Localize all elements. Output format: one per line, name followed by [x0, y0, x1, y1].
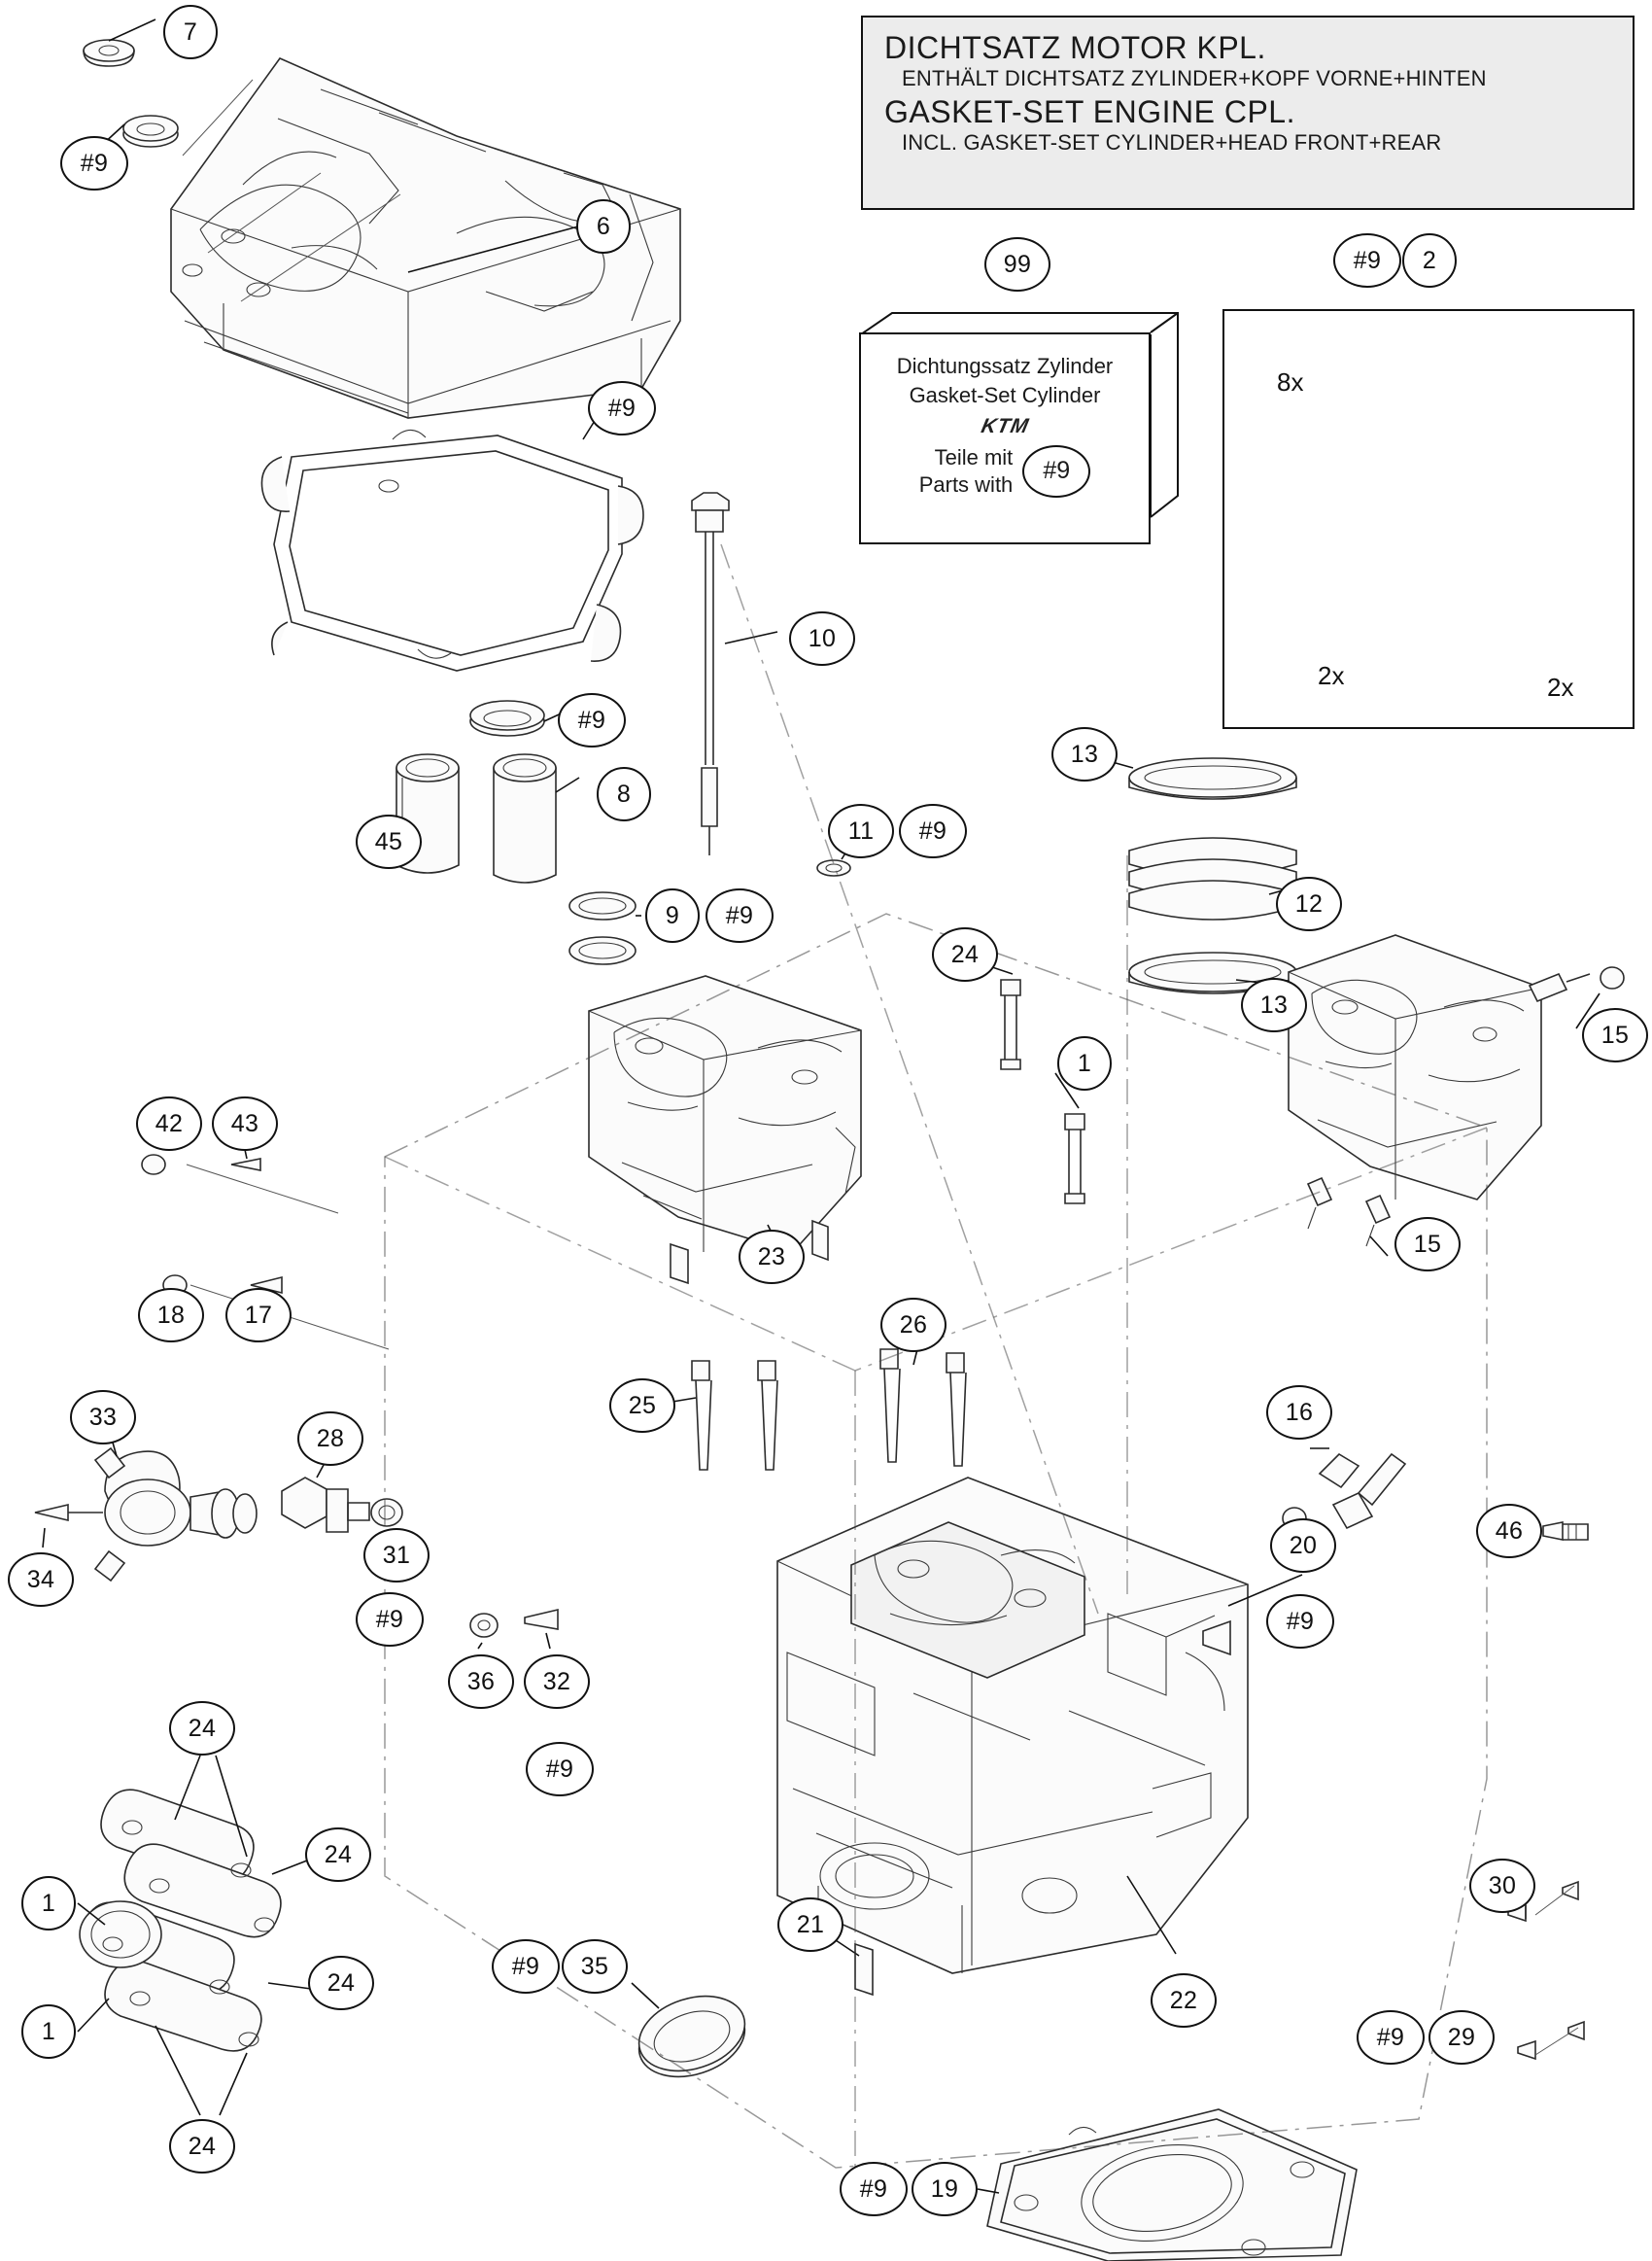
callout-15[interactable]: 15	[1582, 1008, 1648, 1062]
callout-hash9[interactable]: #9	[492, 1939, 560, 1994]
callout-43[interactable]: 43	[212, 1096, 278, 1151]
callout-46[interactable]: 46	[1476, 1504, 1542, 1558]
callout-hash9[interactable]: #9	[60, 136, 128, 191]
callout-30[interactable]: 30	[1469, 1859, 1535, 1913]
title-box	[861, 16, 1635, 210]
callout-13[interactable]: 13	[1051, 727, 1118, 782]
callout-hash9[interactable]: #9	[356, 1592, 424, 1647]
kit-line-en: Gasket-Set Cylinder	[909, 382, 1101, 407]
callout-hash9[interactable]: #9	[899, 804, 967, 858]
callout-33[interactable]: 33	[70, 1390, 136, 1444]
callout-45[interactable]: 45	[356, 815, 422, 869]
callout-35[interactable]: 35	[562, 1939, 628, 1994]
callout-11[interactable]: 11	[828, 804, 894, 858]
callout-24[interactable]: 24	[305, 1827, 371, 1882]
kit-parts-text	[919, 444, 1014, 498]
callout-19[interactable]: 19	[912, 2162, 978, 2216]
kit-parts-en: Parts with	[918, 471, 1014, 497]
callout-hash9[interactable]: #9	[526, 1742, 594, 1796]
callout-6[interactable]: 6	[576, 199, 631, 254]
callout-21[interactable]: 21	[777, 1897, 843, 1952]
kit-parts-row	[919, 444, 1091, 498]
title-line-de: DICHTSATZ MOTOR KPL.	[884, 30, 1266, 65]
callout-24[interactable]: 24	[308, 1956, 374, 2010]
title-line-en: GASKET-SET ENGINE CPL.	[884, 94, 1295, 130]
kit-parts-tag: #9	[1022, 445, 1090, 498]
kit-box-front-face	[859, 332, 1151, 544]
callout-34[interactable]: 34	[8, 1552, 74, 1607]
callout-7[interactable]: 7	[163, 5, 218, 59]
callout-hash9[interactable]: #9	[1266, 1594, 1334, 1649]
callout-24[interactable]: 24	[932, 927, 998, 982]
callout-1[interactable]: 1	[21, 2004, 76, 2059]
gasket-set-kit-box	[859, 311, 1180, 544]
callout-13[interactable]: 13	[1241, 978, 1307, 1032]
callout-15[interactable]: 15	[1394, 1217, 1461, 1271]
callout-1[interactable]: 1	[1057, 1036, 1112, 1091]
callout-hash9[interactable]: #9	[840, 2162, 908, 2216]
qty-8x: 8x	[1277, 367, 1304, 397]
callout-12[interactable]: 12	[1276, 877, 1342, 931]
callout-42[interactable]: 42	[136, 1096, 202, 1151]
callout-28[interactable]: 28	[297, 1411, 363, 1466]
qty-2x-left: 2x	[1318, 661, 1345, 690]
subtitle-line-de: ENTHÄLT DICHTSATZ ZYLINDER+KOPF VORNE+HINTEN	[902, 65, 1487, 90]
callout-hash9[interactable]: #9	[1357, 2010, 1425, 2065]
callout-hash9[interactable]: #9	[588, 381, 656, 435]
callout-17[interactable]: 17	[225, 1288, 292, 1342]
callout-9[interactable]: 9	[645, 888, 700, 943]
ktm-logo: KTM	[979, 415, 1031, 438]
callout-16[interactable]: 16	[1266, 1385, 1332, 1440]
callout-36[interactable]: 36	[448, 1654, 514, 1709]
kit-line-de: Dichtungssatz Zylinder	[896, 354, 1114, 378]
kit-parts-de: Teile mit	[934, 445, 1014, 470]
subtitle-line-en: INCL. GASKET-SET CYLINDER+HEAD FRONT+REAR	[902, 130, 1442, 156]
callout-24[interactable]: 24	[169, 2119, 235, 2174]
callout-20[interactable]: 20	[1270, 1518, 1336, 1573]
callout-29[interactable]: 29	[1428, 2010, 1495, 2065]
callout-hash9[interactable]: #9	[1333, 233, 1401, 288]
callout-18[interactable]: 18	[138, 1288, 204, 1342]
callout-10[interactable]: 10	[789, 611, 855, 666]
callout-99[interactable]: 99	[984, 237, 1050, 292]
callout-32[interactable]: 32	[524, 1654, 590, 1709]
callout-31[interactable]: 31	[363, 1528, 430, 1583]
callout-23[interactable]: 23	[739, 1230, 805, 1284]
callout-24[interactable]: 24	[169, 1701, 235, 1756]
callout-8[interactable]: 8	[597, 767, 651, 821]
callout-hash9[interactable]: #9	[558, 693, 626, 748]
callout-2[interactable]: 2	[1402, 233, 1457, 288]
callout-22[interactable]: 22	[1151, 1973, 1217, 2028]
callout-hash9[interactable]: #9	[706, 888, 774, 943]
qty-2x-right: 2x	[1547, 673, 1574, 702]
callout-25[interactable]: 25	[609, 1378, 675, 1433]
callout-1[interactable]: 1	[21, 1876, 76, 1931]
callout-26[interactable]: 26	[880, 1298, 946, 1352]
